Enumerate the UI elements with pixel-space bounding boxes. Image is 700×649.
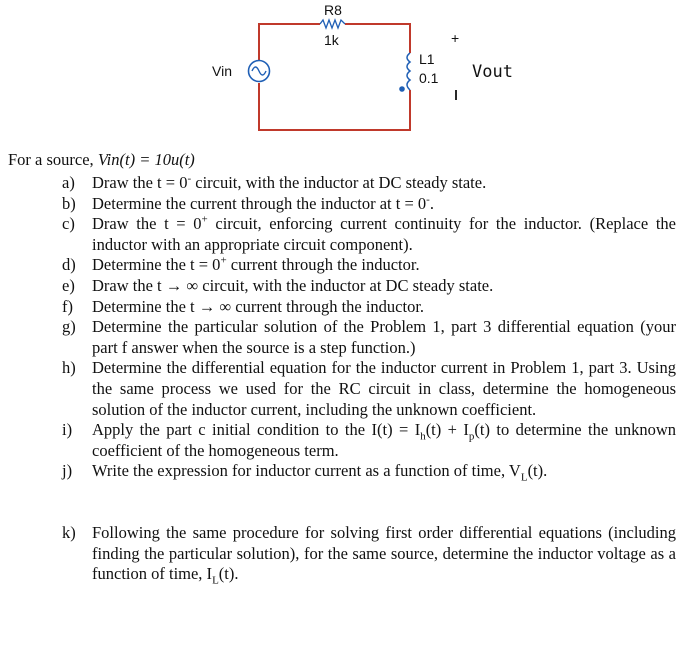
item-superscript: - — [426, 193, 430, 206]
item-text: circuit, enforcing current continuity for the inductor. (Replace the inductor with an appropriate circuit component). — [92, 214, 676, 254]
item-text: . — [429, 193, 434, 213]
list-item — [62, 420, 676, 461]
item-label: f) — [62, 296, 73, 316]
item-subscript: L — [212, 574, 219, 587]
item-label: a) — [62, 173, 75, 192]
intro-prefix: For a source, — [8, 150, 98, 169]
item-subscript: h — [420, 430, 426, 443]
list-item — [62, 255, 676, 276]
problem-intro — [8, 150, 195, 170]
item-text: Draw the t = 0 — [92, 214, 202, 234]
resistor-symbol — [320, 20, 345, 28]
list-item — [62, 173, 676, 194]
list-item — [62, 461, 676, 482]
item-text: Apply the part c initial condition to the I(t) = I — [92, 420, 421, 440]
item-superscript: + — [220, 254, 227, 267]
item-superscript: - — [187, 172, 192, 185]
list-item — [62, 297, 676, 318]
item-text: Draw the t = 0 — [92, 173, 188, 192]
item-label: c) — [62, 214, 75, 234]
list-item — [62, 523, 676, 585]
list-item — [62, 276, 676, 297]
item-label: b) — [62, 193, 76, 213]
inductor-dot — [399, 86, 405, 92]
problem-list — [62, 173, 676, 585]
list-item — [62, 214, 676, 255]
list-item — [62, 194, 676, 215]
item-text: (t). — [527, 461, 548, 481]
item-text: Determine the current through the inductor at t = 0 — [92, 193, 427, 213]
resistor-value: 1k — [324, 32, 339, 48]
wire-left-top — [259, 24, 320, 60]
inductor-name: L1 — [419, 51, 435, 67]
item-text: Determine the t → ∞ current through the inductor. — [92, 296, 425, 316]
item-label: k) — [62, 522, 76, 542]
item-label: d) — [62, 255, 76, 275]
item-text: Determine the differential equation for the inductor current in Problem 1, part 3. Using the same process we used for the RC circuit in class, determine the homogeneous solution of the inductor current, including the unknown coefficient. — [92, 358, 676, 419]
circuit-diagram — [0, 0, 700, 140]
item-superscript: + — [201, 213, 208, 226]
item-text: circuit, with the inductor at DC steady state. — [191, 173, 487, 192]
item-label: i) — [62, 420, 73, 440]
item-text: Determine the particular solution of the Problem 1, part 3 differential equation (your part f answer when the source is a step function.) — [92, 317, 676, 357]
resistor-name: R8 — [324, 2, 342, 18]
item-text: (t) to determine the unknown coefficient of the homogeneous term. — [92, 420, 676, 460]
item-label: j) — [62, 461, 73, 481]
wire-right-bottom — [259, 83, 410, 130]
source-label: Vin — [212, 63, 232, 79]
item-text: current through the inductor. — [226, 255, 420, 275]
wire-top-right — [345, 24, 410, 53]
output-label: Vout — [472, 62, 513, 82]
list-item — [62, 358, 676, 420]
item-subscript: L — [520, 471, 528, 484]
inductor-coil-icon — [407, 53, 410, 90]
circuit-schematic — [0, 0, 700, 140]
item-text: (t) + I — [425, 420, 469, 440]
item-text: Draw the t → ∞ circuit, with the inductor at DC steady state. — [92, 275, 494, 295]
item-label: e) — [62, 275, 75, 295]
item-text: (t). — [218, 564, 239, 584]
item-subscript: p — [468, 430, 475, 443]
item-text: Write the expression for inductor current as a function of time, V — [92, 461, 521, 481]
item-label: h) — [62, 358, 76, 378]
item-text: Following the same procedure for solving first order differential equations (including finding the particular solution), for the same source, determine the inductor voltage as a function of time, I — [92, 522, 676, 584]
inductor-value: 0.1 — [419, 70, 439, 86]
list-item — [62, 317, 676, 358]
item-text: Determine the t = 0 — [92, 255, 221, 275]
item-label: g) — [62, 317, 76, 337]
vout-plus: + — [451, 30, 460, 46]
source-equation: Vin(t) = 10u(t) — [97, 150, 195, 169]
